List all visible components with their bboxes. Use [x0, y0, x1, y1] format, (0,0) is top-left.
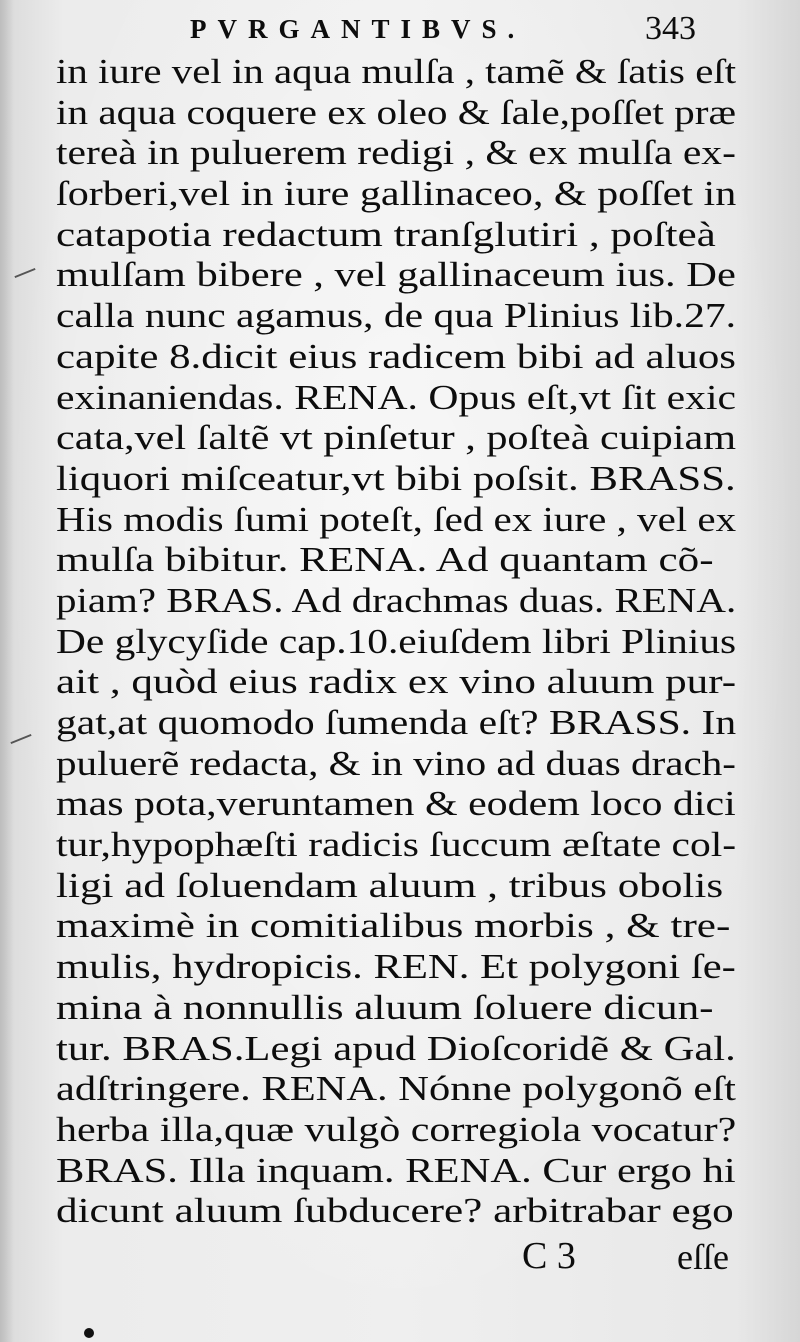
text-line-content: ligi ad ſoluendam aluum , tribus obolis [56, 866, 724, 905]
text-line-content: capite 8.dicit eius radicem bibi ad aluos [56, 337, 736, 376]
text-line-content: tur. BRAS.Legi apud Dioſcoridẽ & Gal. [56, 1029, 736, 1068]
text-line-content: mulſa bibitur. RENA. Ad quantam cõ- [56, 541, 714, 580]
text-line [56, 93, 746, 134]
signature-mark: C 3 [522, 1235, 576, 1277]
catchword: eſſe [677, 1237, 729, 1277]
text-line-content: De glycyſide cap.10.eiuſdem libri Plinius [56, 622, 737, 661]
text-line [56, 1069, 746, 1110]
text-line [56, 296, 746, 337]
text-line [56, 255, 746, 296]
text-line [56, 662, 746, 703]
text-line [56, 174, 746, 215]
text-line [56, 581, 746, 622]
text-line [56, 703, 746, 744]
running-head: PVRGANTIBVS. [190, 14, 526, 44]
text-line [56, 784, 746, 825]
text-line-content: exinaniendas. RENA. Opus eſt,vt ſit exic [56, 378, 737, 417]
text-line-content: BRAS. Illa inquam. RENA. Cur ergo hi [56, 1151, 736, 1190]
text-line [56, 540, 746, 581]
text-line-content: calla nunc agamus, de qua Plinius lib.27. [56, 297, 737, 336]
text-line [56, 418, 746, 459]
text-line-content: dicunt aluum ſubducere? arbitrabar ego [56, 1192, 734, 1231]
ink-speck [84, 1328, 94, 1338]
text-line [56, 215, 746, 256]
text-line [56, 744, 746, 785]
text-line [56, 1151, 746, 1192]
text-line [56, 1191, 746, 1232]
body-text [56, 52, 746, 1232]
text-line-content: herba illa,quæ vulgò corregiola vocatur? [56, 1110, 737, 1149]
text-line [56, 906, 746, 947]
text-line-content: piam? BRAS. Ad drachmas duas. RENA. [56, 581, 737, 620]
text-line-content: gat,at quomodo ſumenda eſt? BRASS. In [56, 704, 737, 742]
text-line-content: maximè in comitialibus morbis , & tre- [56, 907, 731, 946]
text-line [56, 866, 746, 907]
text-line-content: tur,hypophæſti radicis ſuccum æſtate col- [56, 826, 737, 865]
text-line [56, 947, 746, 988]
gutter-shadow [0, 0, 14, 1342]
text-line-content: in aqua coquere ex oleo & ſale,poſſet præ [56, 93, 737, 132]
text-line [56, 133, 746, 174]
text-line-content: ait , quòd eius radix ex vino aluum pur- [56, 663, 737, 702]
text-line-content: His modis ſumi poteſt, ſed ex iure , vel ex [56, 500, 737, 539]
text-line-content: in iure vel in aqua mulſa , tamẽ & ſatis eſt [56, 53, 737, 91]
text-line [56, 825, 746, 866]
text-line-content: mas pota,veruntamen & eodem loco dici [56, 785, 736, 824]
text-line [56, 988, 746, 1029]
text-line-content: adſtringere. RENA. Nónne polygonõ eſt [56, 1070, 736, 1109]
text-line [56, 378, 746, 419]
text-line [56, 1110, 746, 1151]
text-line [56, 622, 746, 663]
text-line-content: cata,vel ſaltẽ vt pinſetur , poſteà cuipiam [56, 419, 737, 458]
text-line-content: tereà in puluerem redigi , & ex mulſa ex- [56, 134, 736, 173]
text-line [56, 500, 746, 541]
text-line [56, 1029, 746, 1070]
text-line-content: mina à nonnullis aluum ſoluere dicun- [56, 988, 714, 1027]
text-line-content: mulis, hydropicis. REN. Et polygoni ſe- [56, 948, 736, 987]
page-number: 343 [645, 10, 696, 47]
text-line-content: ſorberi,vel in iure gallinaceo, & poſſet in [56, 175, 737, 214]
margin-mark [14, 268, 35, 278]
text-line-content: mulſam bibere , vel gallinaceum ius. De [56, 256, 736, 295]
text-line [56, 337, 746, 378]
text-line-content: liquori miſceatur,vt bibi poſsit. BRASS. [56, 459, 736, 498]
text-line [56, 52, 746, 93]
text-line-content: catapotia redactum tranſglutiri , poſteà [56, 215, 716, 254]
text-line [56, 459, 746, 500]
text-line-content: puluerẽ redacta, & in vino ad duas drach- [56, 744, 736, 783]
